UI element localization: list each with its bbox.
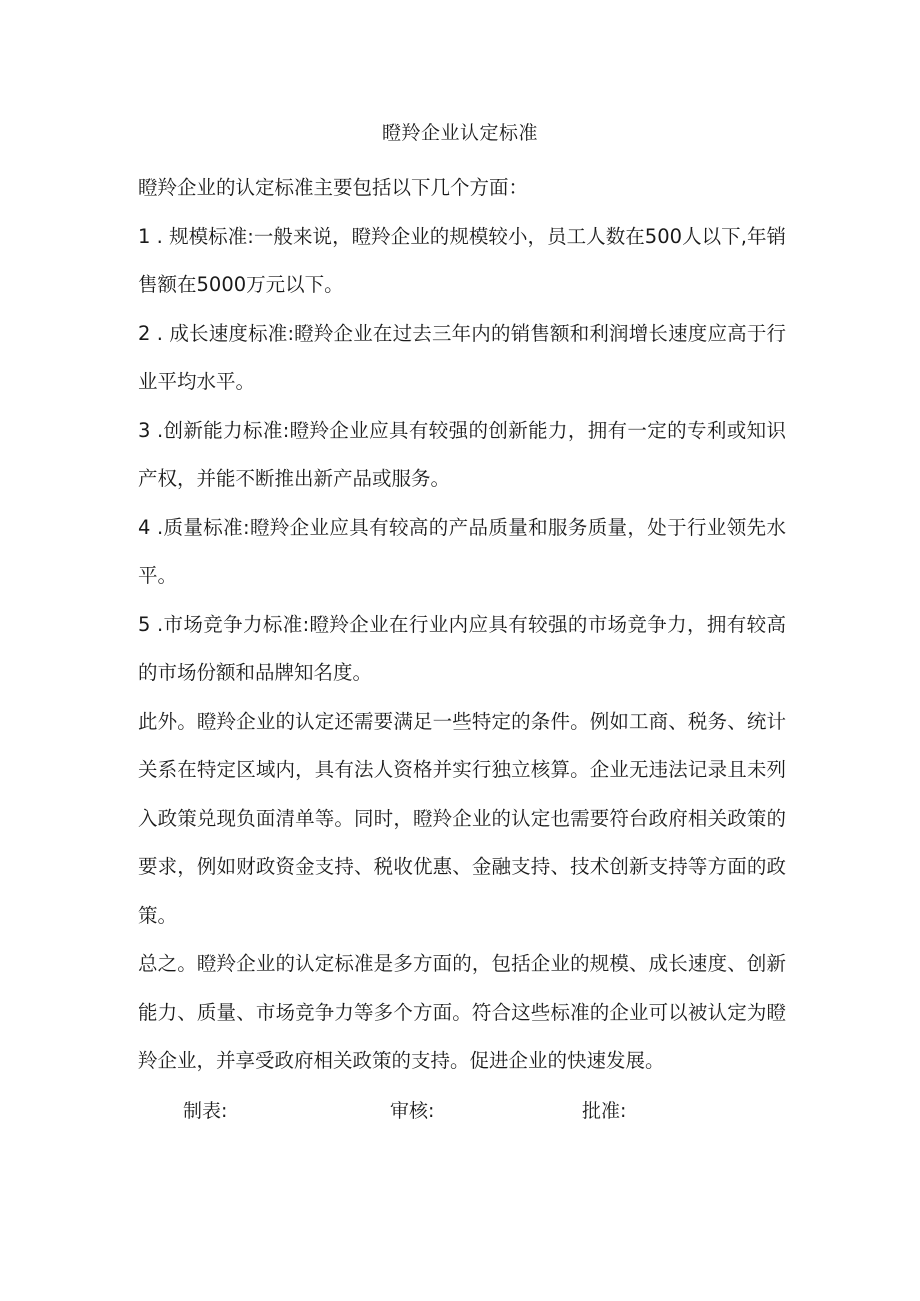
criterion-competitiveness: 5 .市场竞争力标准:瞪羚企业在行业内应具有较强的市场竞争力，拥有较高的市场份额和品牌知名度。 [138, 612, 786, 684]
criterion-quality: 4 .质量标准:瞪羚企业应具有较高的产品质量和服务质量，处于行业领先水平。 [138, 515, 786, 587]
additional-conditions-paragraph: 此外。瞪羚企业的认定还需要满足一些特定的条件。例如工商、税务、统计关系在特定区域内，具有法人资格并实行独立核算。企业无违法记录且未列入政策兑现负面清单等。同时，瞪羚企业的认定也需要符台政府相关政策的要求，例如财政资金支持、税收优惠、金融支持、技术创新支持等方面的政策。 [138, 709, 786, 927]
signature-row [0, 1096, 920, 1126]
approved-by-label: 批准: [582, 1100, 627, 1122]
prepared-by-label: 制表: [183, 1100, 228, 1122]
intro-paragraph: 瞪羚企业的认定标准主要包括以下几个方面： [138, 176, 529, 199]
reviewed-by-label: 审核: [390, 1100, 435, 1122]
criterion-innovation: 3 .创新能力标准:瞪羚企业应具有较强的创新能力，拥有一定的专利或知识产权，并能不断推出新产品或服务。 [138, 418, 786, 490]
document-body [138, 164, 786, 1086]
conclusion-paragraph: 总之。瞪羚企业的认定标准是多方面的，包括企业的规模、成长速度、创新能力、质量、市场竞争力等多个方面。符合这些标准的企业可以被认定为瞪羚企业，并享受政府相关政策的支持。促进企业的快速发展。 [138, 952, 786, 1072]
criterion-scale: 1 . 规模标准:一般来说，瞪羚企业的规模较小，员工人数在500人以下,年销售额在5000万元以下。 [138, 224, 786, 296]
criterion-growth: 2 . 成长速度标准:瞪羚企业在过去三年内的销售额和利润增长速度应高于行业平均水平。 [138, 321, 786, 393]
document-title: 瞪羚企业认定标准 [381, 122, 538, 144]
